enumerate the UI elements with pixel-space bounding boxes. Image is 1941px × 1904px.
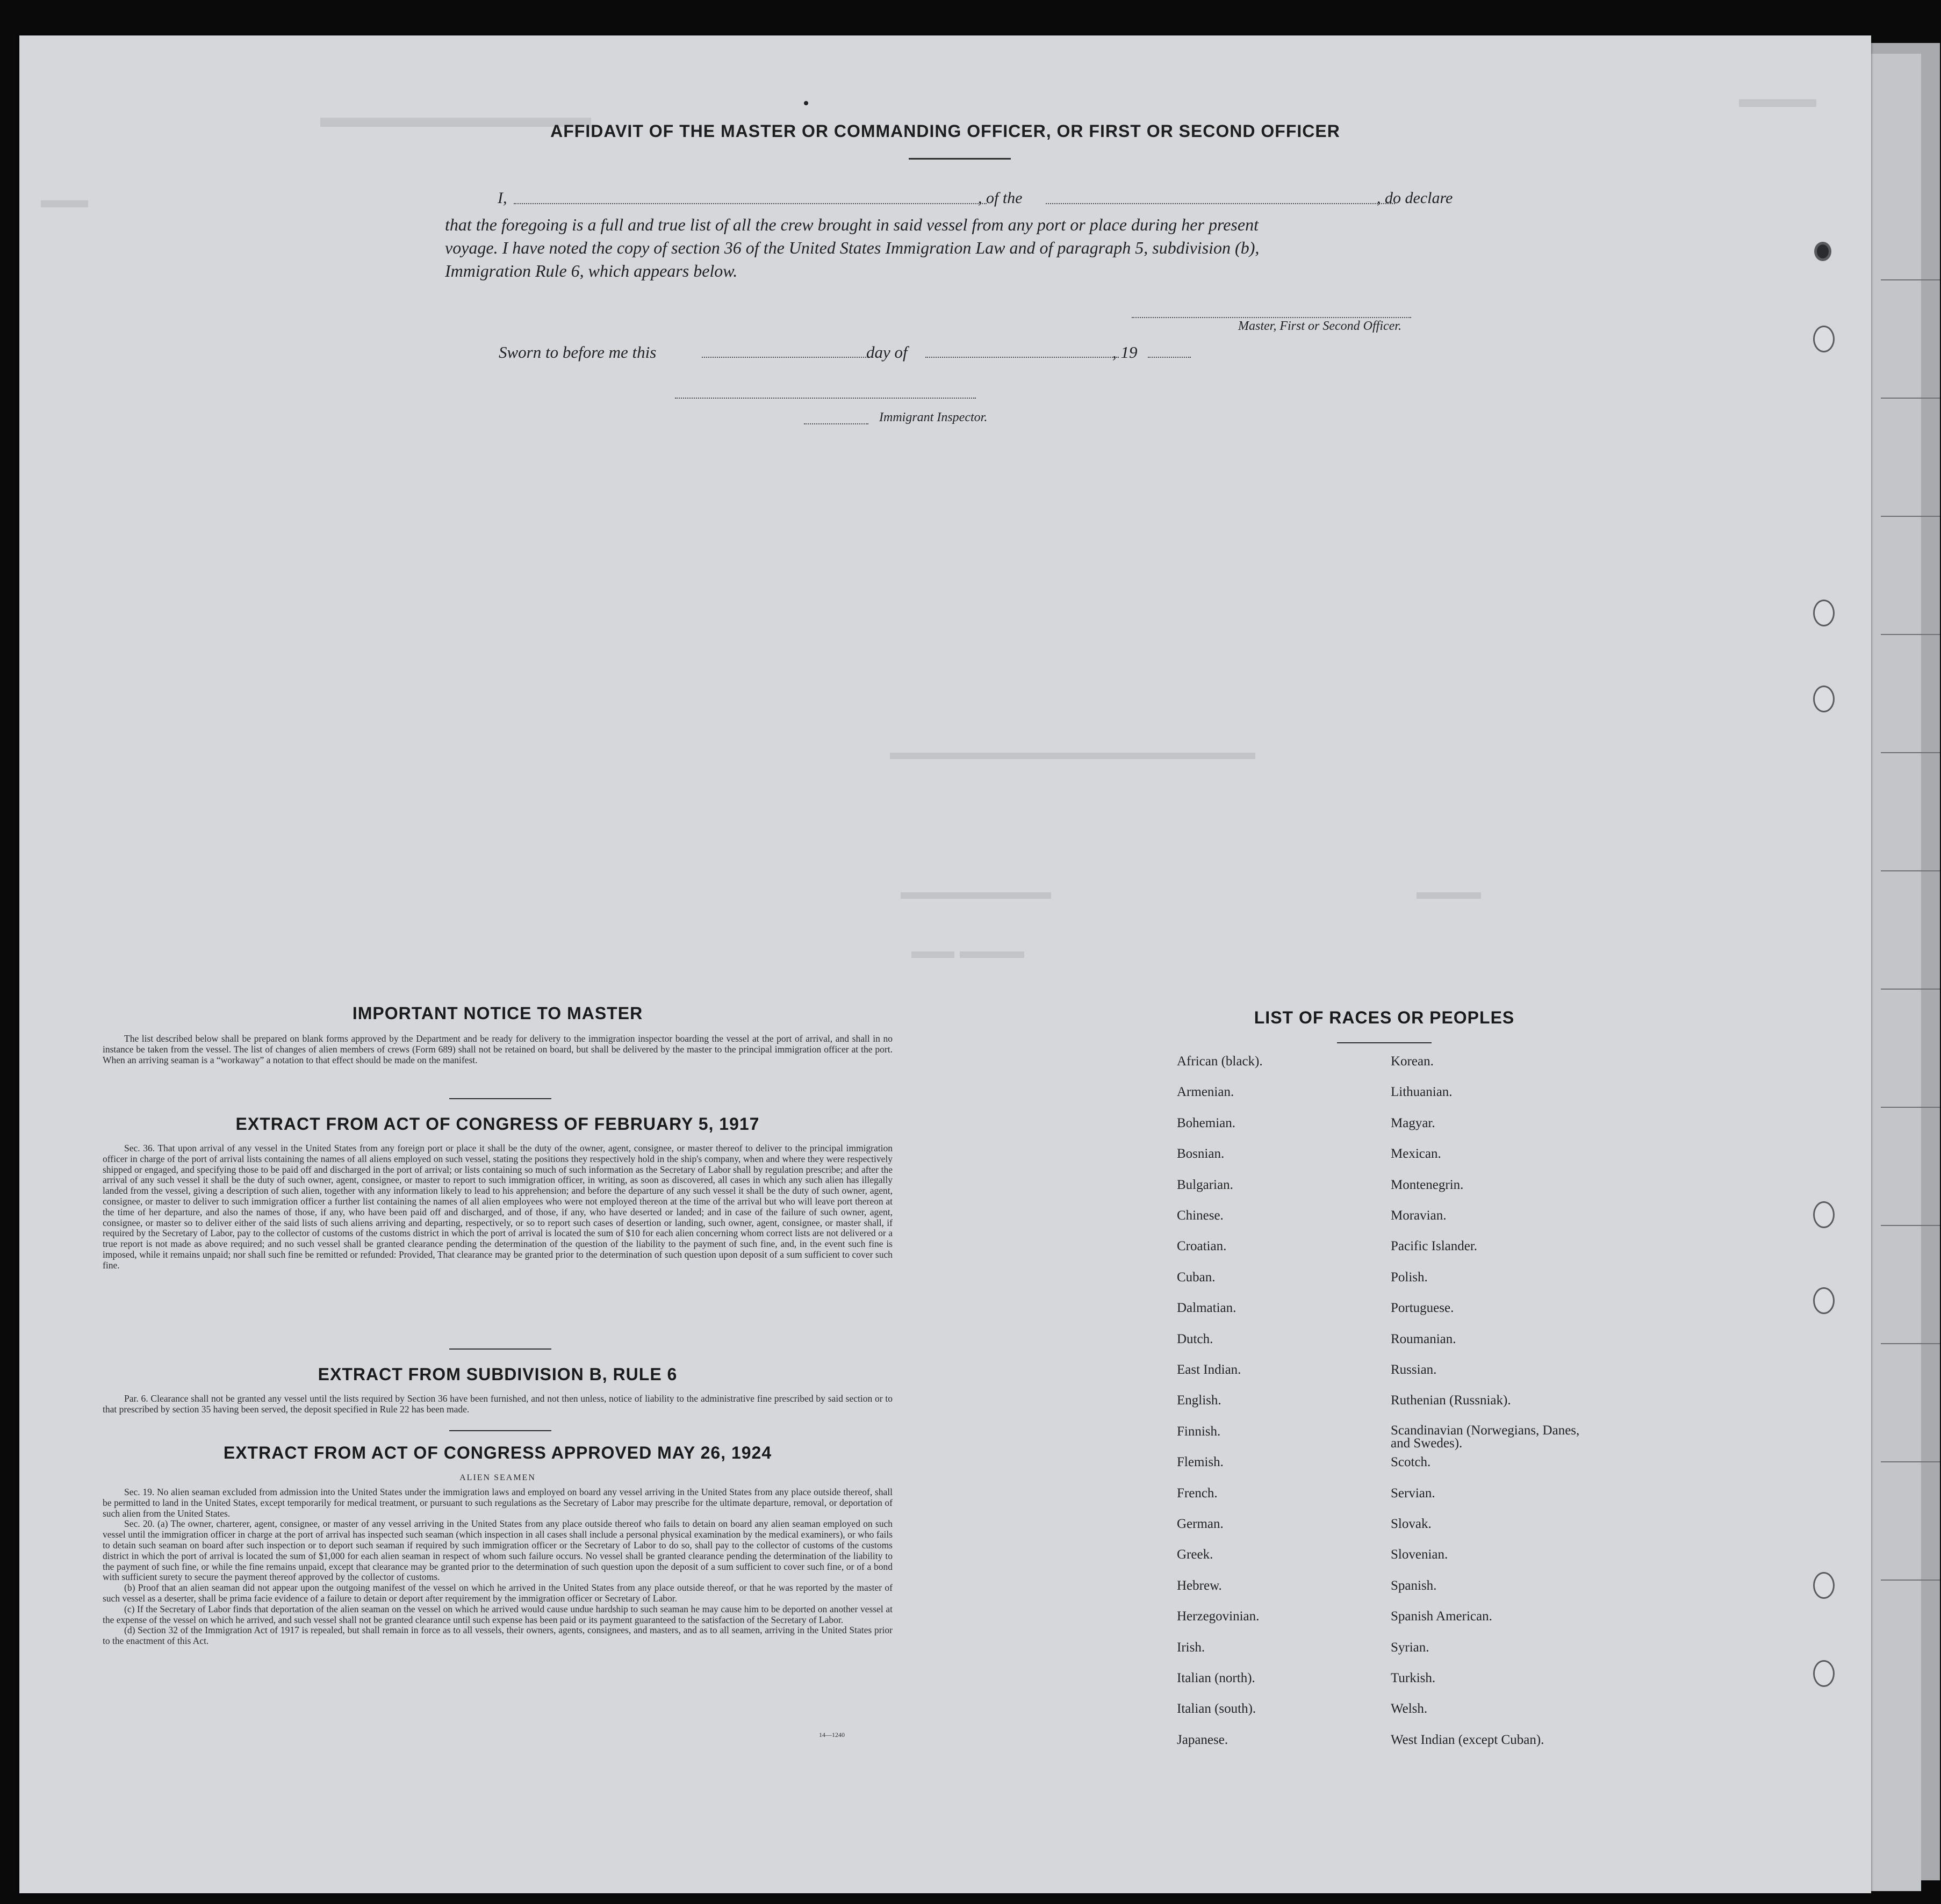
page-edge-line [1881, 1461, 1940, 1462]
race-item: Flemish. [1177, 1455, 1224, 1470]
statement-line-2: voyage. I have noted the copy of section 36 of the United States Immigration Law and of paragraph 5, subdivision (b), [445, 238, 1260, 257]
page-edge-line [1881, 1343, 1940, 1344]
notice-paragraph: The list described below shall be prepared on blank forms approved by the Department and be ready for delivery to the immigration inspector boarding the vessel at the port of arrival, and shall in no instance be taken from the vessel. The list of changes of alien members of crews (Form 689) shall not be retained on board, but shall be delivered by the master to the principal immigration officer at the port. When an arriving seaman is a “workaway” a notation to that effect should be made on the manifest. [103, 1033, 893, 1065]
bleed-through-mark: ▬▬ ▬▬▬ [911, 939, 1024, 963]
race-item: Slovenian. [1391, 1547, 1448, 1562]
extract-1924-text [103, 1487, 893, 1647]
inspector-label: Immigrant Inspector. [879, 410, 988, 424]
master-signature-label: Master, First or Second Officer. [1238, 319, 1401, 333]
extract-1917-title: EXTRACT FROM ACT OF CONGRESS OF FEBRUARY 5, 1917 [235, 1114, 760, 1134]
par-6-paragraph: Par. 6. Clearance shall not be granted any vessel until the lists required by Section 36 have been furnished, and not then unless, notice of liability to the administrative fine prescribed by said section or to that prescribed by section 35 having been served, the deposit specified in Rule 22 has been made. [103, 1393, 893, 1415]
page-edge-line [1881, 1107, 1940, 1108]
declare-of-the-label: , of the [978, 189, 1023, 207]
inspector-signature-field[interactable] [675, 398, 976, 399]
bleed-through-mark: ▬▬▬ [1739, 84, 1816, 113]
inspector-prefix-field[interactable] [804, 423, 868, 424]
declare-i-label: I, [498, 189, 507, 207]
extract-rule6-text [103, 1394, 893, 1415]
race-item: Polish. [1391, 1270, 1428, 1285]
section-divider [449, 1430, 551, 1431]
race-item: West Indian (except Cuban). [1391, 1732, 1544, 1747]
extract-1917-text [103, 1143, 893, 1271]
race-item: Croatian. [1177, 1239, 1227, 1254]
sec-20a-paragraph: Sec. 20. (a) The owner, charterer, agent, consignee, or master of any vessel arriving in the United States from any place outside thereof who fails to detain on board any alien seaman employed on such vessel until the immigration officer in charge at the port of arrival has inspected such seaman (which inspection in all cases shall include a personal physical examination by the medical examiners), or who fails to detain such seaman on board after such inspection or to deport such seaman if required by such immigration officer or the Secretary of Labor to do so, shall pay to the collector of customs of the customs district in which the port of arrival is located the sum of $1,000 for each alien seaman in respect of whom such failure occurs. No vessel shall be granted clearance pending the determination of the liability to the payment of such fine, or while the fine remains unpaid, except that clearance may be granted prior to the determination of such question upon the deposit of a sum sufficient to cover such fine, or of a bond with sufficient surety to secure the payment thereof approved by the collector of customs. [103, 1518, 893, 1583]
race-item: French. [1177, 1485, 1218, 1501]
name-blank-field[interactable] [514, 203, 987, 204]
binder-hole-icon [1813, 1572, 1835, 1599]
sec-20b-paragraph: (b) Proof that an alien seaman did not appear upon the outgoing manifest of the vessel on which he arrived in the United States from any place outside thereof, or that he was reported by the master of such vessel as a deserter, shall be prima facie evidence of a failure to detain or deport after requirement by the immigration officer or Secretary of Labor. [103, 1582, 893, 1604]
race-item: Irish. [1177, 1640, 1205, 1655]
binder-hole-icon [1813, 1660, 1835, 1687]
form-number: 14—1240 [819, 1731, 845, 1739]
race-item: Cuban. [1177, 1270, 1216, 1285]
race-item: Slovak. [1391, 1517, 1432, 1531]
race-item: Finnish. [1177, 1424, 1221, 1439]
alien-seamen-subtitle: ALIEN SEAMEN [459, 1473, 536, 1482]
race-item: Magyar. [1391, 1115, 1435, 1130]
race-item: Herzegovinian. [1177, 1609, 1260, 1624]
race-item: Italian (south). [1177, 1701, 1256, 1717]
race-item: Dalmatian. [1177, 1301, 1237, 1316]
race-item: Montenegrin. [1391, 1177, 1464, 1192]
race-item: Dutch. [1177, 1331, 1213, 1346]
page-edge-line [1881, 279, 1940, 280]
page-edge-line [1881, 516, 1940, 517]
race-item: Korean. [1391, 1054, 1434, 1069]
race-item: Moravian. [1391, 1208, 1447, 1223]
race-item: East Indian. [1177, 1362, 1241, 1377]
race-item: Italian (north). [1177, 1671, 1255, 1685]
race-item: Ruthenian (Russniak). [1391, 1393, 1511, 1408]
race-item: Scandinavian (Norwegians, Danes, and Swedes). [1391, 1423, 1580, 1451]
binder-hole-icon [1813, 326, 1835, 352]
title-underline [909, 158, 1011, 160]
bleed-through-mark: ▬▬ [41, 186, 88, 213]
binder-hole-icon [1813, 600, 1835, 626]
race-item: Mexican. [1391, 1146, 1441, 1162]
race-item: Bulgarian. [1177, 1177, 1233, 1192]
page-edge-line [1881, 398, 1940, 399]
page-edge-line [1881, 870, 1940, 871]
sworn-prefix-label: Sworn to before me this [499, 343, 657, 362]
race-item: Syrian. [1391, 1640, 1429, 1655]
sec-20c-paragraph: (c) If the Secretary of Labor finds that deportation of the alien seaman on the vessel on which he arrived would cause undue hardship to such seaman he may cause him to be deported on another vessel at the expense of the vessel on which he arrived, and such vessel shall not be granted clearance until such expense has been paid or its payment guaranteed to the satisfaction of the Secretary of Labor. [103, 1603, 893, 1625]
race-item: Spanish. [1391, 1578, 1437, 1593]
page-edge-line [1881, 634, 1940, 635]
statement-line-1: that the foregoing is a full and true list of all the crew brought in said vessel from any port or place during her present [445, 215, 1259, 234]
notice-text [103, 1034, 893, 1065]
race-item: Roumanian. [1391, 1331, 1456, 1346]
bleed-through-mark: ▬▬▬▬▬▬▬ [901, 879, 1051, 904]
sworn-year-label: , 19 [1112, 343, 1138, 362]
master-signature-field[interactable] [1132, 317, 1411, 318]
extract-rule6-title: EXTRACT FROM SUBDIVISION B, RULE 6 [318, 1365, 678, 1384]
bleed-through-mark: ▬▬▬ [1417, 879, 1481, 904]
race-item: English. [1177, 1393, 1221, 1408]
sworn-month-field[interactable] [925, 357, 1119, 358]
page-edge-line [1881, 1580, 1940, 1581]
title-underline [1337, 1042, 1432, 1043]
binder-hole-icon [1813, 1201, 1835, 1228]
race-item: Japanese. [1177, 1732, 1228, 1747]
page-edge-line [1881, 1225, 1940, 1226]
sworn-year-field[interactable] [1148, 357, 1191, 358]
extract-1924-title: EXTRACT FROM ACT OF CONGRESS APPROVED MAY 26, 1924 [223, 1443, 772, 1462]
binder-hole-icon [1813, 686, 1835, 712]
race-item: Armenian. [1177, 1085, 1234, 1100]
section-36-paragraph: Sec. 36. That upon arrival of any vessel in the United States from any foreign port or place it shall be the duty of the owner, agent, consignee, or master thereof to deliver to the principal immigration officer in charge of the port of arrival lists containing the names of all aliens employed on such vessel, stating the positions they respectively hold in the ship's company, when and where they were respectively shipped or engaged, and specifying those to be paid off and discharged in the port of arrival; or lists containing so much of such information as the Secretary of Labor shall by regulation prescribe; and after the arrival of any such vessel it shall be the duty of such owner, agent, consignee, or master to report to such immigration officer, in writing, as soon as discovered, all cases in which any such alien has illegally landed from the vessel, giving a description of such alien, together with any information likely to lead to his apprehension; and before the departure of any such vessel it shall be the duty of such owner, agent, consignee, or master to deliver to such immigration officer a further list containing the names of all alien employees who were not employed thereon at the time of the arrival but who will leave port thereon at the time of her departure, and also the names of those, if any, who have been paid off and discharged, and of those, if any, who have deserted or landed; and in case of the failure of such owner, agent, consignee, or master so to deliver either of the said lists of such aliens arriving and departing, respectively, or so to report such cases of desertion or landing, such owner, agent, consignee, or master shall, if required by the Secretary of Labor, pay to the collector of customs of the customs district in which the port of arrival is located the sum of $10 for each alien concerning whom correct lists are not delivered or a true report is not made as above required; and no such vessel shall be granted clearance pending the determination of the question of the liability to the payment of such fine, and, in the event such fine is imposed, while it remains unpaid; nor shall such fine be remitted or refunded: Provided, That clearance may be granted prior to the determination of such question upon deposit of a sum sufficient to cover such fine. [103, 1143, 893, 1271]
race-item: Spanish American. [1391, 1609, 1492, 1624]
sec-19-paragraph: Sec. 19. No alien seaman excluded from admission into the United States under the immigration laws and employed on board any vessel arriving in the United States from any place outside thereof, shall be permitted to land in the United States, except temporarily for medical treatment, or pursuant to such regulations as the Secretary of Labor may prescribe for the ultimate departure, removal, or deportation of such alien from the United States. [103, 1487, 893, 1519]
affidavit-title: AFFIDAVIT OF THE MASTER OR COMMANDING OFFICER, OR FIRST OR SECOND OFFICER [550, 121, 1340, 141]
sec-20d-paragraph: (d) Section 32 of the Immigration Act of 1917 is repealed, but shall remain in force as to all vessels, their owners, agents, consignees, and masters, and as to all seamen, arriving in the United States prior to the enactment of this Act. [103, 1625, 893, 1647]
declare-end-label: , do declare [1377, 189, 1453, 207]
race-item: Greek. [1177, 1547, 1213, 1562]
race-item: Lithuanian. [1391, 1085, 1453, 1100]
binder-hole-icon [1814, 242, 1831, 261]
race-item: Scotch. [1391, 1455, 1431, 1470]
race-item: Turkish. [1391, 1671, 1436, 1685]
bleed-through-mark: ▬▬▬▬▬▬▬▬▬ [320, 100, 591, 134]
races-title: LIST OF RACES OR PEOPLES [1254, 1008, 1515, 1027]
notice-title: IMPORTANT NOTICE TO MASTER [352, 1004, 643, 1023]
race-item: African (black). [1177, 1054, 1263, 1069]
race-item: Chinese. [1177, 1208, 1224, 1223]
race-item: Hebrew. [1177, 1578, 1222, 1593]
race-item: Portuguese. [1391, 1301, 1454, 1316]
race-item: German. [1177, 1517, 1224, 1531]
race-item: Bosnian. [1177, 1146, 1225, 1162]
bleed-through-mark: ▬▬▬▬▬▬▬▬▬▬▬▬▬▬▬▬▬ [890, 740, 1255, 764]
sworn-day-field[interactable] [702, 357, 868, 358]
vessel-blank-field[interactable] [1046, 203, 1395, 204]
race-item: Russian. [1391, 1362, 1437, 1377]
race-item: Welsh. [1391, 1701, 1428, 1717]
sworn-day-of-label: day of [866, 343, 908, 362]
page-edge-line [1881, 752, 1940, 753]
section-divider [449, 1098, 551, 1099]
race-item: Bohemian. [1177, 1115, 1236, 1130]
ink-dot [804, 101, 808, 105]
binder-hole-icon [1813, 1287, 1835, 1314]
section-divider [449, 1348, 551, 1350]
page-edge-line [1881, 989, 1940, 990]
race-item: Pacific Islander. [1391, 1239, 1478, 1254]
statement-line-3: Immigration Rule 6, which appears below. [445, 261, 738, 280]
document-page [19, 35, 1871, 1893]
race-item: Servian. [1391, 1485, 1435, 1501]
